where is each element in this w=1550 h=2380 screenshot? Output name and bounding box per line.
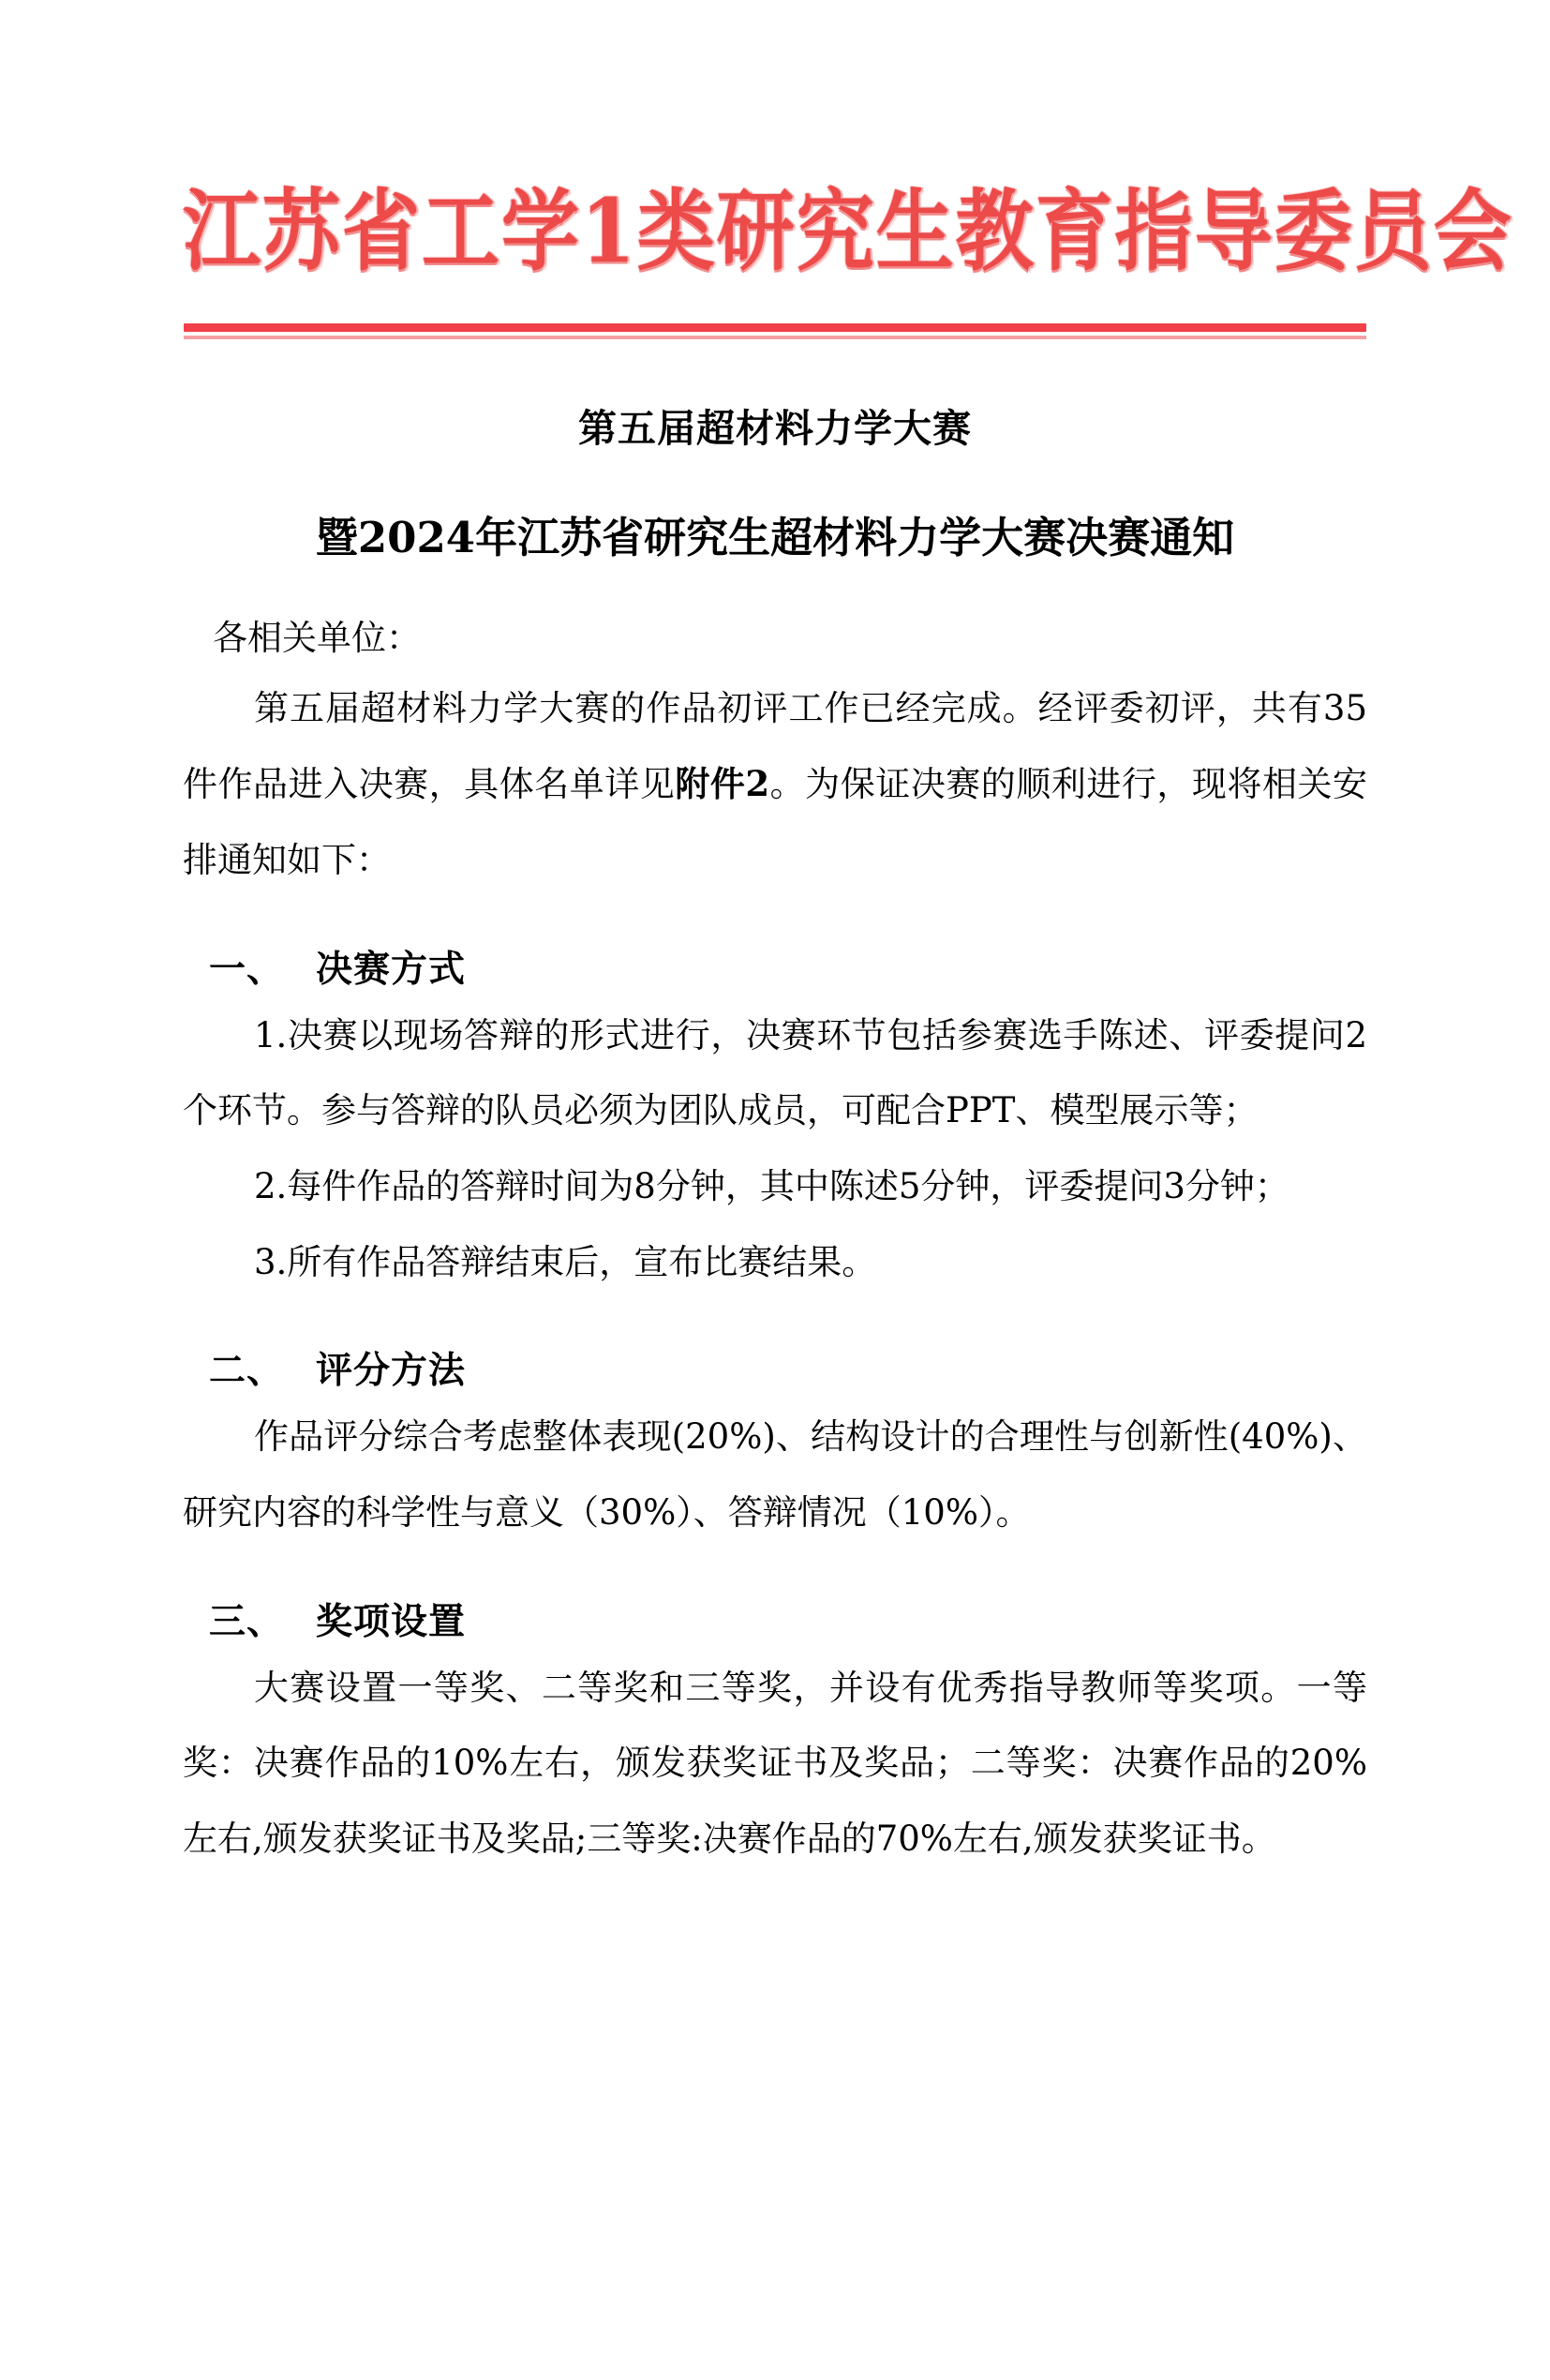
intro-text-part2: 。为保证决赛的顺利进行，现将相关安排通知如下： [183,764,1368,880]
document-page [0,178,1550,2380]
intro-paragraph [183,671,1367,899]
section-title-3: 奖项设置 [316,1599,467,1643]
divider-thin-line [184,336,1366,339]
section-number-2: 二、 [209,1349,285,1393]
section-2-item-1: 作品评分综合考虑整体表现(20%)、结构设计的合理性与创新性(40%)、研究内容的科学性与意义（30%）、答辩情况（10%）。 [183,1416,1367,1533]
divider-thick-line [184,323,1366,332]
section-heading-1 [209,940,1367,993]
section-1-item-2: 2.每件作品的答辩时间为8分钟，其中陈述5分钟，评委提问3分钟； [254,1165,1289,1206]
section-1-item-1: 1.决赛以现场答辩的形式进行，决赛环节包括参赛选手陈述、评委提问2个环节。参与答辩的队员必须为团队成员，可配合PPT、模型展示等； [183,1014,1367,1131]
section-heading-3 [209,1593,1367,1645]
section-title-1: 决赛方式 [316,947,467,991]
section-3-item-1: 大赛设置一等奖、二等奖和三等奖，并设有优秀指导教师等奖项。一等奖：决赛作品的10%左右，颁发获奖证书及奖品；二等奖：决赛作品的20%左右,颁发获奖证书及奖品;三等奖:决赛作品的70%左右,颁发获奖证书。 [183,1667,1367,1859]
section-number-1: 一、 [209,947,285,991]
letterhead-divider [183,323,1367,339]
document-subtitle: 暨2024年江苏省研究生超材料力学大赛决赛通知 [315,513,1235,562]
section-number-3: 三、 [209,1599,285,1643]
section-heading-2 [209,1341,1367,1394]
letterhead-banner [183,178,1513,283]
salutation: 各相关单位： [213,618,421,658]
section-title-2: 评分方法 [316,1349,467,1393]
intro-text-part1: 第五届超材料力学大赛的作品初评工作已经完成。经评委初评，共有35件作品进入决赛，具体名单详见 [183,687,1367,805]
intro-attachment-reference: 附件2 [675,763,770,805]
section-1-item-3: 3.所有作品答辩结束后，宣布比赛结果。 [254,1241,877,1282]
document-title: 第五届超材料力学大赛 [578,406,972,451]
issuing-organization-title: 江苏省工学1类研究生教育指导委员会 [183,178,1513,283]
